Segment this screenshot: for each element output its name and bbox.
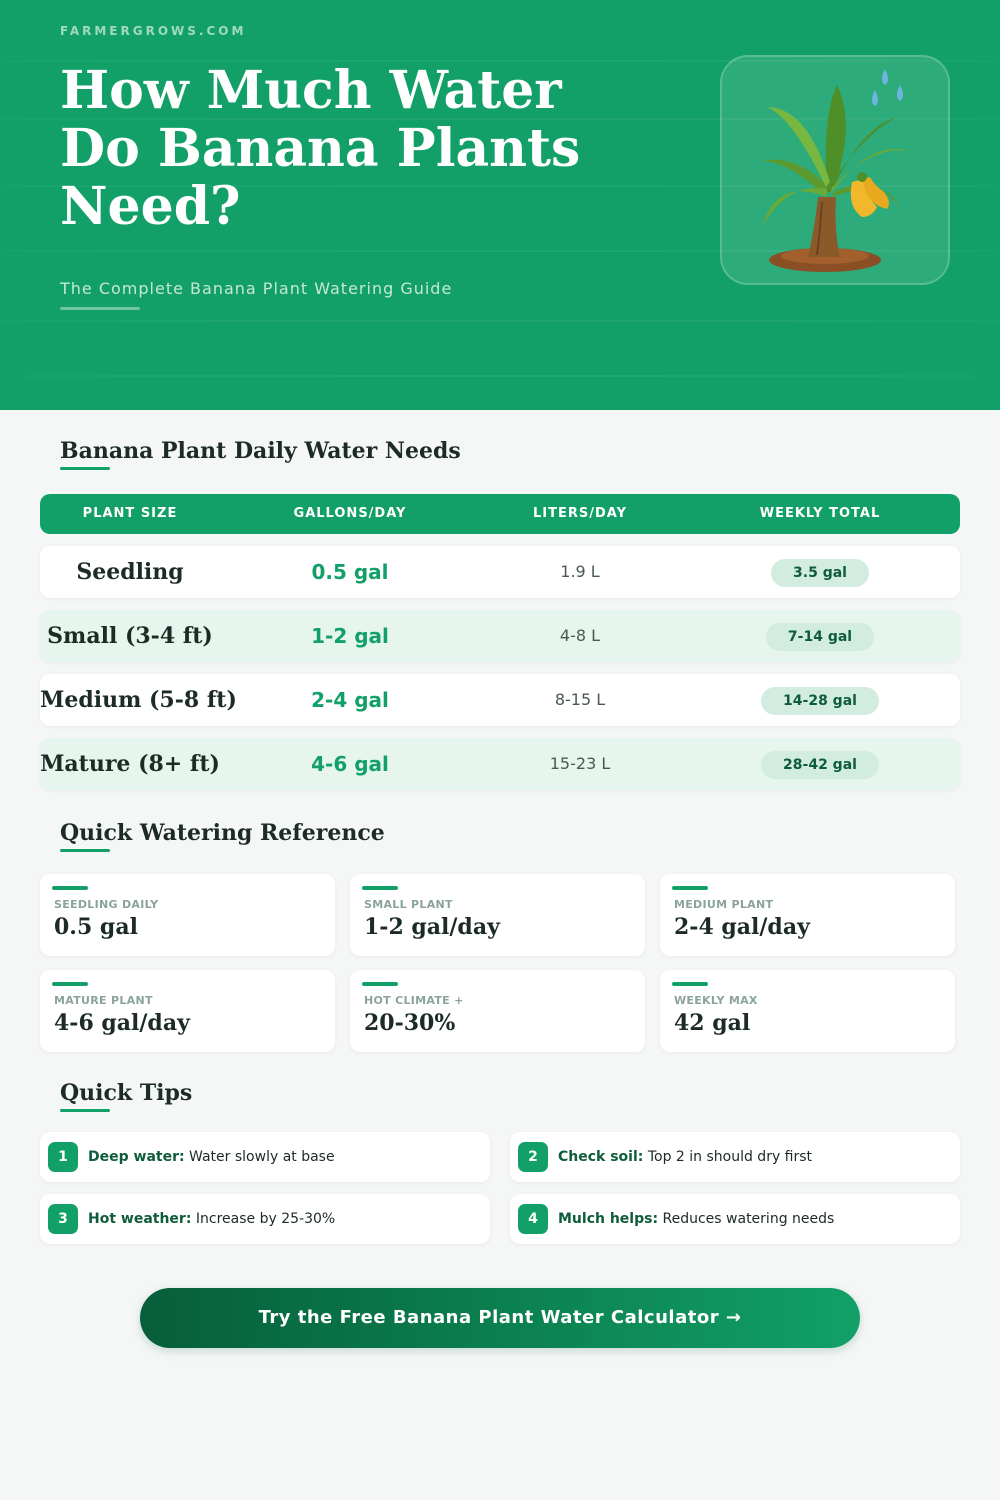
reference-card (40, 874, 335, 956)
card-accent-bar (672, 886, 708, 890)
section-underline (60, 849, 110, 852)
card-label: HOT CLIMATE + (364, 994, 464, 1007)
reference-card (660, 874, 955, 956)
table-row (40, 738, 960, 790)
plant-size: Mature (8+ ft) (40, 751, 220, 777)
reference-card (350, 970, 645, 1052)
decor-wave (0, 375, 1000, 377)
site-brand: FARMERGROWS.COM (60, 24, 247, 38)
gallons-per-day: 2-4 gal (311, 688, 389, 712)
tip-body: Reduces watering needs (658, 1211, 835, 1227)
tip-body: Top 2 in should dry first (643, 1149, 813, 1165)
card-accent-bar (672, 982, 708, 986)
tip-text (558, 1132, 812, 1182)
tip-text (558, 1194, 834, 1244)
weekly-total-badge: 3.5 gal (771, 559, 869, 587)
card-value: 2-4 gal/day (674, 914, 810, 940)
tip-text (88, 1194, 335, 1244)
tip-number-badge: 2 (518, 1142, 548, 1172)
table-row (40, 610, 960, 662)
card-label: MATURE PLANT (54, 994, 153, 1007)
table-row (40, 546, 960, 598)
tip-number-badge: 3 (48, 1204, 78, 1234)
tip-heading: Mulch helps: (558, 1211, 659, 1227)
weekly-total-badge: 28-42 gal (761, 751, 879, 779)
card-label: MEDIUM PLANT (674, 898, 774, 911)
weekly-total-cell (720, 610, 920, 662)
card-value: 42 gal (674, 1010, 751, 1036)
plant-size: Medium (5-8 ft) (40, 687, 237, 713)
banana-plant-image (720, 55, 950, 285)
reference-card (660, 970, 955, 1052)
tip-text (88, 1132, 335, 1182)
table-row (40, 674, 960, 726)
column-header-liters: LITERS/DAY (532, 506, 627, 521)
tip-body: Water slowly at base (184, 1149, 335, 1165)
gallons-per-day: 1-2 gal (311, 624, 389, 648)
liters-per-day: 15-23 L (549, 754, 611, 773)
card-label: WEEKLY MAX (674, 994, 758, 1007)
weekly-total-cell (720, 738, 920, 790)
tip-heading: Deep water: (88, 1149, 185, 1165)
subtitle-underline (60, 307, 140, 310)
tip-heading: Hot weather: (88, 1211, 192, 1227)
tip-number-badge: 1 (48, 1142, 78, 1172)
plant-size: Seedling (76, 559, 184, 585)
weekly-total-cell (720, 546, 920, 598)
liters-per-day: 8-15 L (554, 690, 606, 709)
column-header-plant-size: PLANT SIZE (82, 506, 178, 521)
tip-item (40, 1194, 490, 1244)
weekly-total-badge: 7-14 gal (766, 623, 874, 651)
reference-card (40, 970, 335, 1052)
page-title: How Much Water Do Banana Plants Need? (60, 60, 581, 237)
liters-per-day: 1.9 L (560, 562, 600, 581)
card-label: SEEDLING DAILY (54, 898, 159, 911)
column-header-gallons: GALLONS/DAY (293, 506, 407, 521)
table-header (40, 494, 960, 534)
hero-banner (0, 0, 1000, 410)
liters-per-day: 4-8 L (559, 626, 601, 645)
tip-number-badge: 4 (518, 1204, 548, 1234)
card-value: 20-30% (364, 1010, 456, 1036)
banana-plant-icon (722, 57, 952, 287)
gallons-per-day: 0.5 gal (311, 560, 389, 584)
card-accent-bar (52, 982, 88, 986)
plant-size: Small (3-4 ft) (47, 623, 213, 649)
section-title-quick-tips: Quick Tips (60, 1080, 193, 1106)
tip-item (510, 1194, 960, 1244)
card-accent-bar (362, 982, 398, 986)
water-calculator-cta-button[interactable]: Try the Free Banana Plant Water Calculator → (140, 1288, 860, 1348)
decor-wave (0, 320, 1000, 322)
card-label: SMALL PLANT (364, 898, 453, 911)
weekly-total-badge: 14-28 gal (761, 687, 879, 715)
weekly-total-cell (720, 674, 920, 726)
column-header-weekly: WEEKLY TOTAL (759, 506, 881, 521)
tip-item (510, 1132, 960, 1182)
tip-heading: Check soil: (558, 1149, 644, 1165)
card-value: 0.5 gal (54, 914, 138, 940)
reference-card (350, 874, 645, 956)
tip-body: Increase by 25-30% (191, 1211, 336, 1227)
card-accent-bar (52, 886, 88, 890)
gallons-per-day: 4-6 gal (311, 752, 389, 776)
section-title-quick-reference: Quick Watering Reference (60, 820, 385, 846)
section-underline (60, 467, 110, 470)
card-value: 1-2 gal/day (364, 914, 500, 940)
card-accent-bar (362, 886, 398, 890)
tip-item (40, 1132, 490, 1182)
section-underline (60, 1109, 110, 1112)
card-value: 4-6 gal/day (54, 1010, 190, 1036)
page-subtitle: The Complete Banana Plant Watering Guide (60, 279, 453, 298)
section-title-daily-needs: Banana Plant Daily Water Needs (60, 438, 461, 464)
